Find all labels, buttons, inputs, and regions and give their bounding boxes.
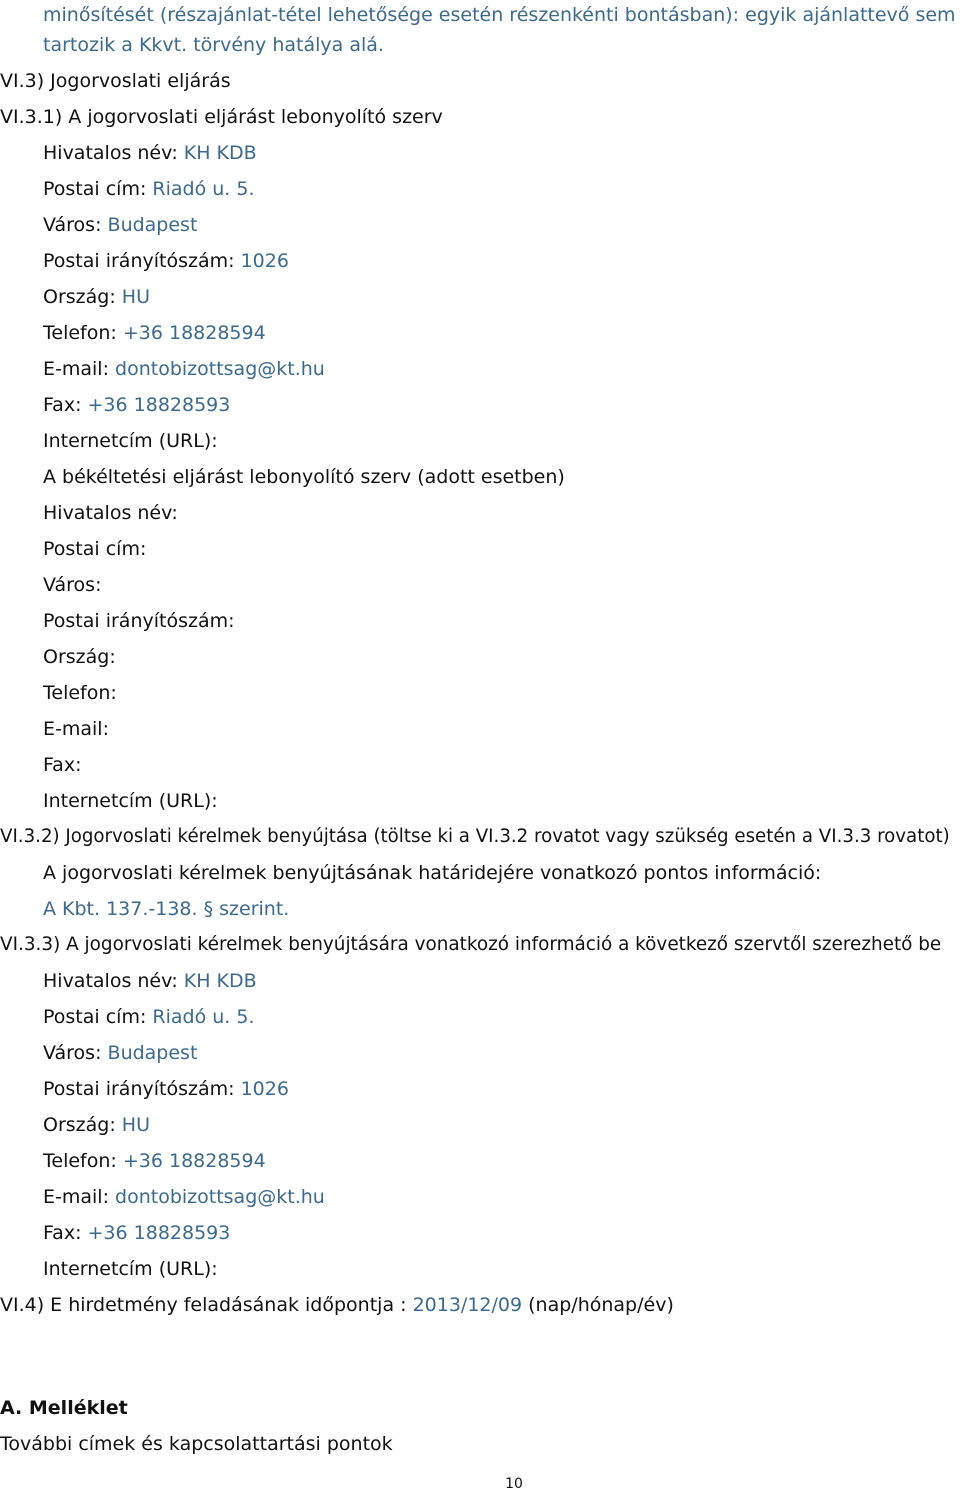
section-vi4-row: VI.4) E hirdetmény feladásának időpontja : 2013/12/09 (nap/hónap/év): [0, 1294, 674, 1316]
org1-fax-row: Fax: +36 18828593: [43, 394, 231, 416]
section-vi33-heading: VI.3.3) A jogorvoslati kérelmek benyújtására vonatkozó információ a következő szervtől szerezhető be: [0, 934, 942, 955]
mediation-name-row: Hivatalos név:: [43, 502, 178, 524]
org2-fax-row: Fax: +36 18828593: [43, 1222, 231, 1244]
mediation-zip-row: Postai irányítószám:: [43, 610, 235, 632]
org1-country-row: Ország: HU: [43, 286, 150, 308]
page-number: 10: [505, 1476, 523, 1492]
org1-zip-row: Postai irányítószám: 1026: [43, 250, 289, 272]
section-vi3-heading: VI.3) Jogorvoslati eljárás: [0, 70, 231, 92]
org2-country: HU: [121, 1114, 150, 1136]
org2-country-row: Ország: HU: [43, 1114, 150, 1136]
org2-email-row: E-mail: dontobizottsag@kt.hu: [43, 1186, 325, 1208]
annex-title: A. Melléklet: [0, 1397, 128, 1419]
org2-city: Budapest: [107, 1042, 198, 1064]
org2-fax: +36 18828593: [87, 1222, 231, 1244]
org1-email-row: E-mail: dontobizottsag@kt.hu: [43, 358, 325, 380]
org2-url-row: Internetcím (URL):: [43, 1258, 218, 1280]
section-vi32-heading: VI.3.2) Jogorvoslati kérelmek benyújtása (töltse ki a VI.3.2 rovatot vagy szükség esetén a VI.3.3 rovatot): [0, 826, 950, 847]
org2-name-row: Hivatalos név: KH KDB: [43, 970, 257, 992]
mediation-phone-row: Telefon:: [43, 682, 117, 704]
org2-email-link[interactable]: dontobizottsag@kt.hu: [115, 1186, 325, 1208]
deadline-text: A jogorvoslati kérelmek benyújtásának határidejére vonatkozó pontos információ:: [43, 862, 822, 884]
org2-address-row: Postai cím: Riadó u. 5.: [43, 1006, 255, 1028]
org1-fax: +36 18828593: [87, 394, 231, 416]
org2-phone: +36 18828594: [122, 1150, 266, 1172]
deadline-suffix: szerint.: [219, 898, 290, 920]
org1-city-row: Város: Budapest: [43, 214, 198, 236]
publication-date: 2013/12/09: [412, 1294, 523, 1316]
intro-line-2: tartozik a Kkvt. törvény hatálya alá.: [43, 34, 384, 56]
section-vi31-heading: VI.3.1) A jogorvoslati eljárást lebonyolító szerv: [0, 106, 443, 128]
mediation-country-row: Ország:: [43, 646, 116, 668]
mediation-email-row: E-mail:: [43, 718, 109, 740]
org1-url-row: Internetcím (URL):: [43, 430, 218, 452]
org1-city: Budapest: [107, 214, 198, 236]
org1-address: Riadó u. 5.: [152, 178, 255, 200]
mediation-heading: A békéltetési eljárást lebonyolító szerv (adott esetben): [43, 466, 565, 488]
org2-name: KH KDB: [183, 970, 257, 992]
section-sign-icon: §: [203, 898, 214, 920]
org1-country: HU: [121, 286, 150, 308]
mediation-address-row: Postai cím:: [43, 538, 147, 560]
org1-address-row: Postai cím: Riadó u. 5.: [43, 178, 255, 200]
org1-zip: 1026: [240, 250, 289, 272]
deadline-value-row: [43, 897, 289, 921]
org1-name-row: Hivatalos név: KH KDB: [43, 142, 257, 164]
mediation-url-row: Internetcím (URL):: [43, 790, 218, 812]
org2-zip: 1026: [240, 1078, 289, 1100]
org1-phone-row: Telefon: +36 18828594: [43, 322, 266, 344]
mediation-city-row: Város:: [43, 574, 102, 596]
deadline-value: A Kbt. 137.-138.: [43, 898, 198, 920]
org2-phone-row: Telefon: +36 18828594: [43, 1150, 266, 1172]
intro-line-1: minősítését (részajánlat-tétel lehetősége esetén részenkénti bontásban): egyik ajánlattevő sem: [43, 4, 956, 26]
org2-zip-row: Postai irányítószám: 1026: [43, 1078, 289, 1100]
org2-city-row: Város: Budapest: [43, 1042, 198, 1064]
org1-phone: +36 18828594: [122, 322, 266, 344]
org1-name: KH KDB: [183, 142, 257, 164]
org1-email-link[interactable]: dontobizottsag@kt.hu: [115, 358, 325, 380]
org2-address: Riadó u. 5.: [152, 1006, 255, 1028]
annex-subtitle: További címek és kapcsolattartási pontok: [0, 1433, 393, 1455]
mediation-fax-row: Fax:: [43, 754, 82, 776]
